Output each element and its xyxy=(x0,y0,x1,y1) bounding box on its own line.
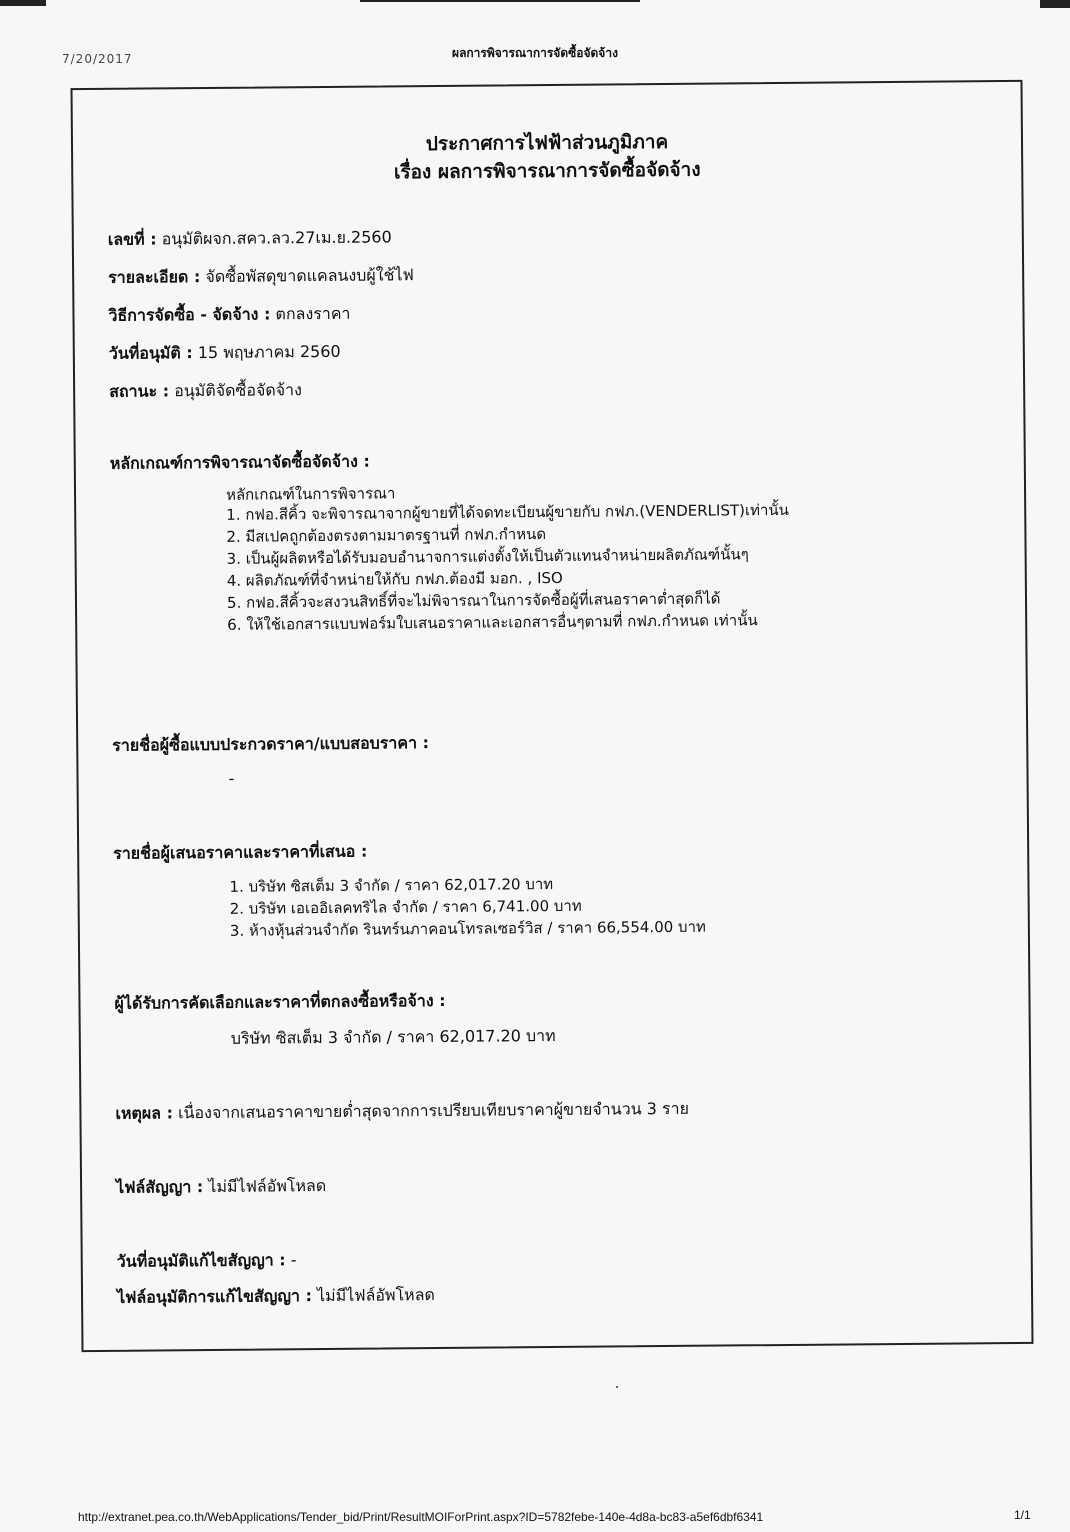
amend-date-label: วันที่อนุมัติแก้ไขสัญญา : xyxy=(116,1250,286,1271)
bidder-item: 1. บริษัท ซิสเต็ม 3 จำกัด / ราคา 62,017.20 บาท xyxy=(229,874,554,896)
amend-file-label: ไฟล์อนุมัติการแก้ไขสัญญา : xyxy=(116,1286,313,1307)
amend-file xyxy=(117,1283,435,1311)
field-label: เลขที่ : xyxy=(107,229,157,249)
field-value: อนุมัติจัดซื้อจัดจ้าง xyxy=(174,380,302,401)
print-footer-url: http://extranet.pea.co.th/WebApplications/Tender_bid/Print/ResultMOIForPrint.aspx?ID=5782febe-140e-4d8a-bc83-a5ef6dbf6341 xyxy=(78,1510,764,1524)
scan-mark-top-right xyxy=(1040,0,1070,8)
print-date: 7/20/2017 xyxy=(62,52,133,66)
reason-value: เนื่องจากเสนอราคาขายต่ำสุดจากการเปรียบเทียบราคาผู้ขายจำนวน 3 ราย xyxy=(178,1098,689,1123)
field-label: วิธีการจัดซื้อ - จัดจ้าง : xyxy=(108,304,271,325)
bidder-item: 2. บริษัท เอเออิเลคทริไล จำกัด / ราคา 6,741.00 บาท xyxy=(229,896,582,918)
scan-speck xyxy=(616,1386,618,1388)
criteria-item: 5. กฟอ.สีคิ้วจะสงวนสิทธิ์ที่จะไม่พิจารณาในการจัดซื้อผู้ที่เสนอราคาต่ำสุดก็ได้ xyxy=(226,589,721,612)
announcement-title: ประกาศการไฟฟ้าส่วนภูมิภาค xyxy=(425,130,669,156)
field-value: ตกลงราคา xyxy=(275,303,351,324)
print-header-title: ผลการพิจารณาการจัดซื้อจัดจ้าง xyxy=(452,46,618,60)
contract-file-label: ไฟล์สัญญา : xyxy=(116,1177,204,1197)
criteria-item: 6. ให้ใช้เอกสารแบบฟอร์มใบเสนอราคาและเอกสารอื่นๆตามที่ กฟภ.กำหนด เท่านั้น xyxy=(227,611,758,634)
contract-file-value: ไม่มีไฟล์อัพโหลด xyxy=(208,1175,327,1197)
field-status xyxy=(109,378,302,405)
field-value: อนุมัติผจก.สคว.ลว.27เม.ย.2560 xyxy=(161,227,392,249)
print-page-number: 1/1 xyxy=(1014,1508,1031,1522)
amend-date xyxy=(117,1248,297,1275)
selected-label: ผู้ได้รับการคัดเลือกและราคาที่ตกลงซื้อหรือจ้าง : xyxy=(114,990,446,1013)
criteria-item: 3. เป็นผู้ผลิตหรือได้รับมอบอำนาจการแต่งตั้งให้เป็นตัวแทนจำหน่ายผลิตภัณฑ์นั้นๆ xyxy=(226,545,749,568)
field-value: จัดซื้อพัสดุขาดแคลนงบผู้ใช้ไฟ xyxy=(205,265,414,287)
criteria-item: 1. กฟอ.สีคิ้ว จะพิจารณาจากผู้ขายที่ได้จดทะเบียนผู้ขายกับ กฟภ.(VENDERLIST)เท่านั้น xyxy=(226,500,789,524)
scan-mark-top-left xyxy=(0,0,46,6)
field-value: 15 พฤษภาคม 2560 xyxy=(197,341,341,363)
field-method xyxy=(108,302,350,329)
amend-date-value: - xyxy=(290,1250,297,1270)
buyers-label: รายชื่อผู้ซื้อแบบประกวดราคา/แบบสอบราคา : xyxy=(112,733,430,755)
field-label: วันที่อนุมัติ : xyxy=(108,343,193,363)
field-number xyxy=(108,225,392,252)
announcement-box xyxy=(71,80,1034,1352)
contract-file xyxy=(116,1174,326,1201)
reason-label: เหตุผล : xyxy=(115,1103,174,1123)
bidders-label: รายชื่อผู้เสนอราคาและราคาที่เสนอ : xyxy=(113,841,368,863)
criteria-label: หลักเกณฑ์การพิจารณาจัดซื้อจัดจ้าง : xyxy=(109,451,370,473)
field-detail xyxy=(108,263,414,291)
field-approval-date xyxy=(109,340,341,367)
announcement-subject: เรื่อง ผลการพิจารณาการจัดซื้อจัดจ้าง xyxy=(393,158,701,184)
criteria-heading: หลักเกณฑ์ในการพิจารณา xyxy=(225,484,396,504)
amend-file-value: ไม่มีไฟล์อัพโหลด xyxy=(316,1285,435,1306)
reason xyxy=(115,1097,689,1127)
bidder-item: 3. ห้างหุ้นส่วนจำกัด รินทร์นภาคอนโทรลเซอร์วิส / ราคา 66,554.00 บาท xyxy=(229,917,706,940)
criteria-item: 2. มีสเปคถูกต้องตรงตามมาตรฐานที่ กฟภ.กำหนด xyxy=(226,525,547,546)
criteria-item: 4. ผลิตภัณฑ์ที่จำหน่ายให้กับ กฟภ.ต้องมี มอก. , ISO xyxy=(226,568,563,590)
selected-value: บริษัท ซิสเต็ม 3 จำกัด / ราคา 62,017.20 บาท xyxy=(230,1025,556,1048)
buyers-value: - xyxy=(228,768,235,788)
field-label: สถานะ : xyxy=(109,381,170,401)
field-label: รายละเอียด : xyxy=(108,267,201,287)
scan-mark-top-center xyxy=(360,0,640,2)
